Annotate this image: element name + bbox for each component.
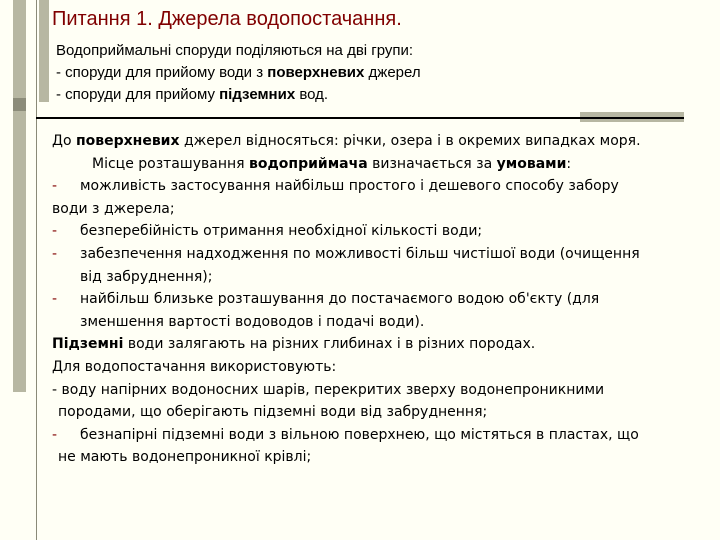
list-item-text: безперебійність отримання необхідної кількості води; — [80, 223, 483, 240]
intro-text: джерел — [364, 64, 421, 81]
paragraph-pressure-water-continuation: породами, що оберігають підземні води від забруднення; — [58, 404, 488, 421]
intro-line-1: Водоприймальні споруди поділяються на дві групи: — [56, 42, 414, 59]
list-item — [52, 288, 712, 311]
text: Місце розташування — [92, 155, 249, 172]
list-item-text: найбільш близьке розташування до постачаємого водою об'єкту (для — [80, 291, 600, 308]
list-item-text: безнапірні підземні води з вільною поверхнею, що містяться в пластах, що — [80, 426, 639, 443]
intro-text: - споруди для прийому води з — [56, 64, 268, 81]
bold-text: поверхневих — [75, 133, 180, 149]
decorative-vertical-bar-short — [39, 0, 49, 102]
decorative-vertical-bar — [13, 0, 26, 392]
dash-bullet: - — [52, 426, 58, 443]
bold-text: водоприймача — [249, 155, 368, 172]
list-item — [52, 424, 712, 447]
list-item-continuation: зменшення вартості водоводов і подачі води). — [80, 313, 425, 330]
paragraph-groundwater — [52, 333, 712, 356]
decorative-vertical-line — [36, 0, 37, 540]
list-item-continuation: води з джерела; — [52, 200, 175, 217]
content-block — [52, 130, 712, 469]
divider-line — [36, 117, 684, 119]
list-item-continuation: не мають водонепроникної крівлі; — [58, 449, 312, 466]
list-item — [52, 220, 712, 243]
intro-block — [56, 40, 696, 106]
text: : — [566, 155, 572, 172]
list-item-text: можливість застосування найбільш простого і дешевого способу забору — [80, 178, 619, 195]
text: До — [52, 133, 76, 149]
paragraph-surface-sources — [52, 130, 712, 153]
paragraph-usage: Для водопостачання використовують: — [52, 358, 337, 375]
list-item — [52, 175, 712, 198]
text: визначається за — [367, 155, 497, 172]
bold-text: умовами — [496, 155, 567, 172]
text: води залягають на різних глибинах і в різних породах. — [123, 336, 536, 353]
dash-bullet: - — [52, 291, 58, 308]
paragraph-intake-location — [52, 153, 712, 176]
intro-bold: поверхневих — [267, 64, 365, 81]
slide-title: Питання 1. Джерела водопостачання. — [52, 8, 402, 30]
dash-bullet: - — [52, 178, 58, 195]
list-item — [52, 243, 712, 266]
decorative-square — [13, 98, 26, 111]
dash-bullet: - — [52, 245, 58, 262]
list-item-continuation: від забруднення); — [80, 268, 213, 285]
dash-bullet: - — [52, 223, 58, 240]
intro-line-3 — [56, 84, 696, 106]
paragraph-pressure-water: - воду напірних водоносних шарів, перекритих зверху водонепроникними — [52, 381, 605, 398]
intro-bold: підземних — [219, 86, 296, 103]
intro-text: вод. — [295, 86, 329, 103]
list-item-text: забезпечення надходження по можливості більш чистішої води (очищення — [80, 245, 640, 262]
intro-text: - споруди для прийому — [56, 86, 220, 103]
bold-text: Підземні — [52, 336, 124, 353]
text: джерел відносяться: річки, озера і в окремих випадках моря. — [179, 133, 641, 149]
intro-line-2 — [56, 62, 696, 84]
